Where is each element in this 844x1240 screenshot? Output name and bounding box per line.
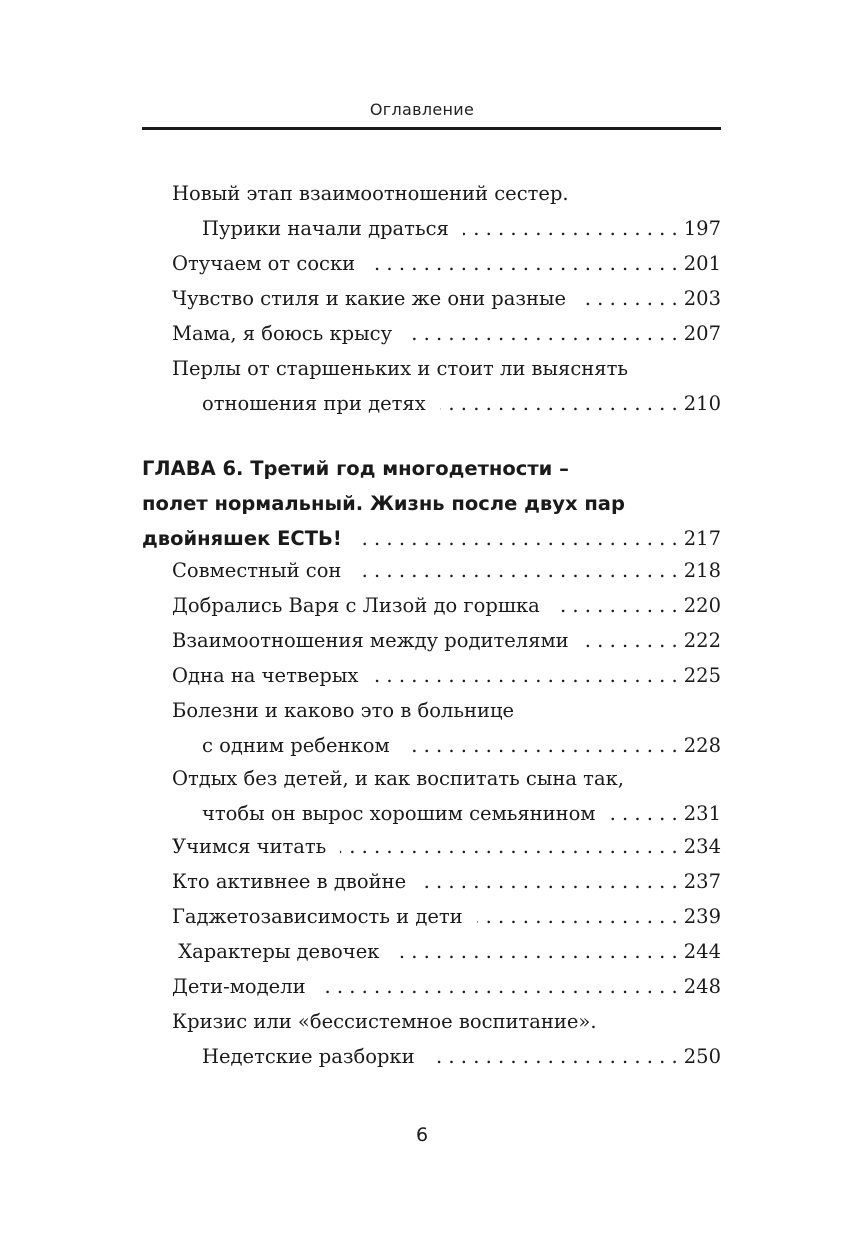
page-number: 6: [415, 1124, 429, 1146]
toc-entry-title: Добрались Варя с Лизой до горшка: [172, 594, 540, 617]
toc-entry[interactable]: [172, 829, 721, 864]
dot-leader: [477, 899, 678, 934]
dot-leader: [406, 316, 678, 351]
toc-entry-page: 203: [683, 287, 721, 310]
dot-leader: [369, 246, 678, 281]
header-rule: [142, 127, 721, 130]
toc-entry-title: Чувство стиля и какие же они разные: [172, 287, 567, 310]
dot-leader: [580, 281, 678, 316]
toc-entry-page: 248: [683, 975, 721, 998]
toc-entry-page: 207: [683, 322, 721, 345]
chapter-page: 217: [683, 527, 721, 550]
dot-leader: [393, 934, 677, 969]
toc-entry-page: 197: [683, 217, 721, 240]
toc-entry-title: Недетские разборки: [202, 1045, 415, 1068]
toc-entry-page: 201: [683, 252, 721, 275]
toc-entry-title: с одним ребенком: [202, 734, 390, 757]
dot-leader: [429, 1039, 678, 1074]
dot-leader: [356, 521, 678, 556]
toc-entry-title: Учимся читать: [172, 835, 327, 858]
chapter-title-line-3: двойняшек ЕСТЬ!: [142, 527, 342, 550]
toc-entry[interactable]: [172, 969, 721, 1004]
toc-entry-title: чтобы он вырос хорошим семьянином: [202, 802, 596, 825]
toc-entry-page: 218: [683, 559, 721, 582]
toc-entry[interactable]: [172, 316, 721, 351]
toc-entry-title: Кто активнее в двойне: [172, 870, 407, 893]
dot-leader: [583, 623, 678, 658]
toc-entry-title-line: Болезни и каково это в больнице: [172, 699, 515, 722]
toc-entry[interactable]: [172, 658, 721, 693]
toc-entry-page: 228: [683, 734, 721, 757]
toc-entry-title-line: Кризис или «бессистемное воспитание».: [172, 1010, 597, 1033]
toc-entry[interactable]: [172, 553, 721, 588]
toc-entry[interactable]: [172, 351, 721, 421]
toc-entry[interactable]: [172, 934, 721, 969]
toc-entry-title-line: Отдых без детей, и как воспитать сына так,: [172, 767, 624, 790]
toc-entry-page: 250: [683, 1045, 721, 1068]
toc-entry-title: Пурики начали драться: [202, 217, 449, 240]
toc-entry-title: Одна на четверых: [172, 664, 359, 687]
chapter-title-line-2: полет нормальный. Жизнь после двух пар: [142, 492, 625, 515]
toc-entry-page: 220: [683, 594, 721, 617]
toc-entry-page: 237: [683, 870, 721, 893]
dot-leader: [404, 728, 678, 763]
dot-leader: [420, 864, 678, 899]
toc-entry[interactable]: [172, 1004, 721, 1074]
toc-entry-title: Отучаем от соски: [172, 252, 356, 275]
dot-leader: [463, 211, 678, 246]
toc-entry-title: Взаимоотношения между родителями: [172, 629, 569, 652]
toc-entry-title: Дети-модели: [172, 975, 306, 998]
toc-entry[interactable]: [172, 761, 721, 831]
toc-entry[interactable]: [172, 246, 721, 281]
dot-leader: [372, 658, 677, 693]
running-header-title: Оглавление: [369, 100, 475, 119]
toc-entry-page: 210: [683, 392, 721, 415]
toc-entry[interactable]: [172, 693, 721, 763]
dot-leader: [440, 386, 678, 421]
toc-entry[interactable]: [172, 623, 721, 658]
toc-entry-title: Совместный сон: [172, 559, 342, 582]
toc-entry[interactable]: [172, 281, 721, 316]
toc-entry-page: 225: [683, 664, 721, 687]
toc-entry-title: Мама, я боюсь крысу: [172, 322, 393, 345]
toc-entry-page: 231: [683, 802, 721, 825]
toc-entry[interactable]: [172, 588, 721, 623]
dot-leader: [610, 796, 678, 831]
dot-leader: [320, 969, 678, 1004]
toc-entry-title: Характеры девочек: [172, 940, 380, 963]
dot-leader: [355, 553, 677, 588]
chapter-heading[interactable]: [142, 451, 721, 556]
toc-entry-page: 244: [683, 940, 721, 963]
toc-entry-page: 239: [683, 905, 721, 928]
toc-entry-title: отношения при детях: [202, 392, 426, 415]
toc-entry-title-line: Новый этап взаимоотношений сестер.: [172, 182, 569, 205]
chapter-title-line-1: ГЛАВА 6. Третий год многодетности –: [142, 457, 569, 480]
toc-entry[interactable]: [172, 176, 721, 246]
toc-entry-page: 234: [683, 835, 721, 858]
toc-entry-page: 222: [683, 629, 721, 652]
toc-entry-title: Гаджетозависимость и дети: [172, 905, 463, 928]
dot-leader: [554, 588, 678, 623]
dot-leader: [340, 829, 677, 864]
toc-entry[interactable]: [172, 899, 721, 934]
toc-entry[interactable]: [172, 864, 721, 899]
toc-entry-title-line: Перлы от старшеньких и стоит ли выяснять: [172, 357, 628, 380]
